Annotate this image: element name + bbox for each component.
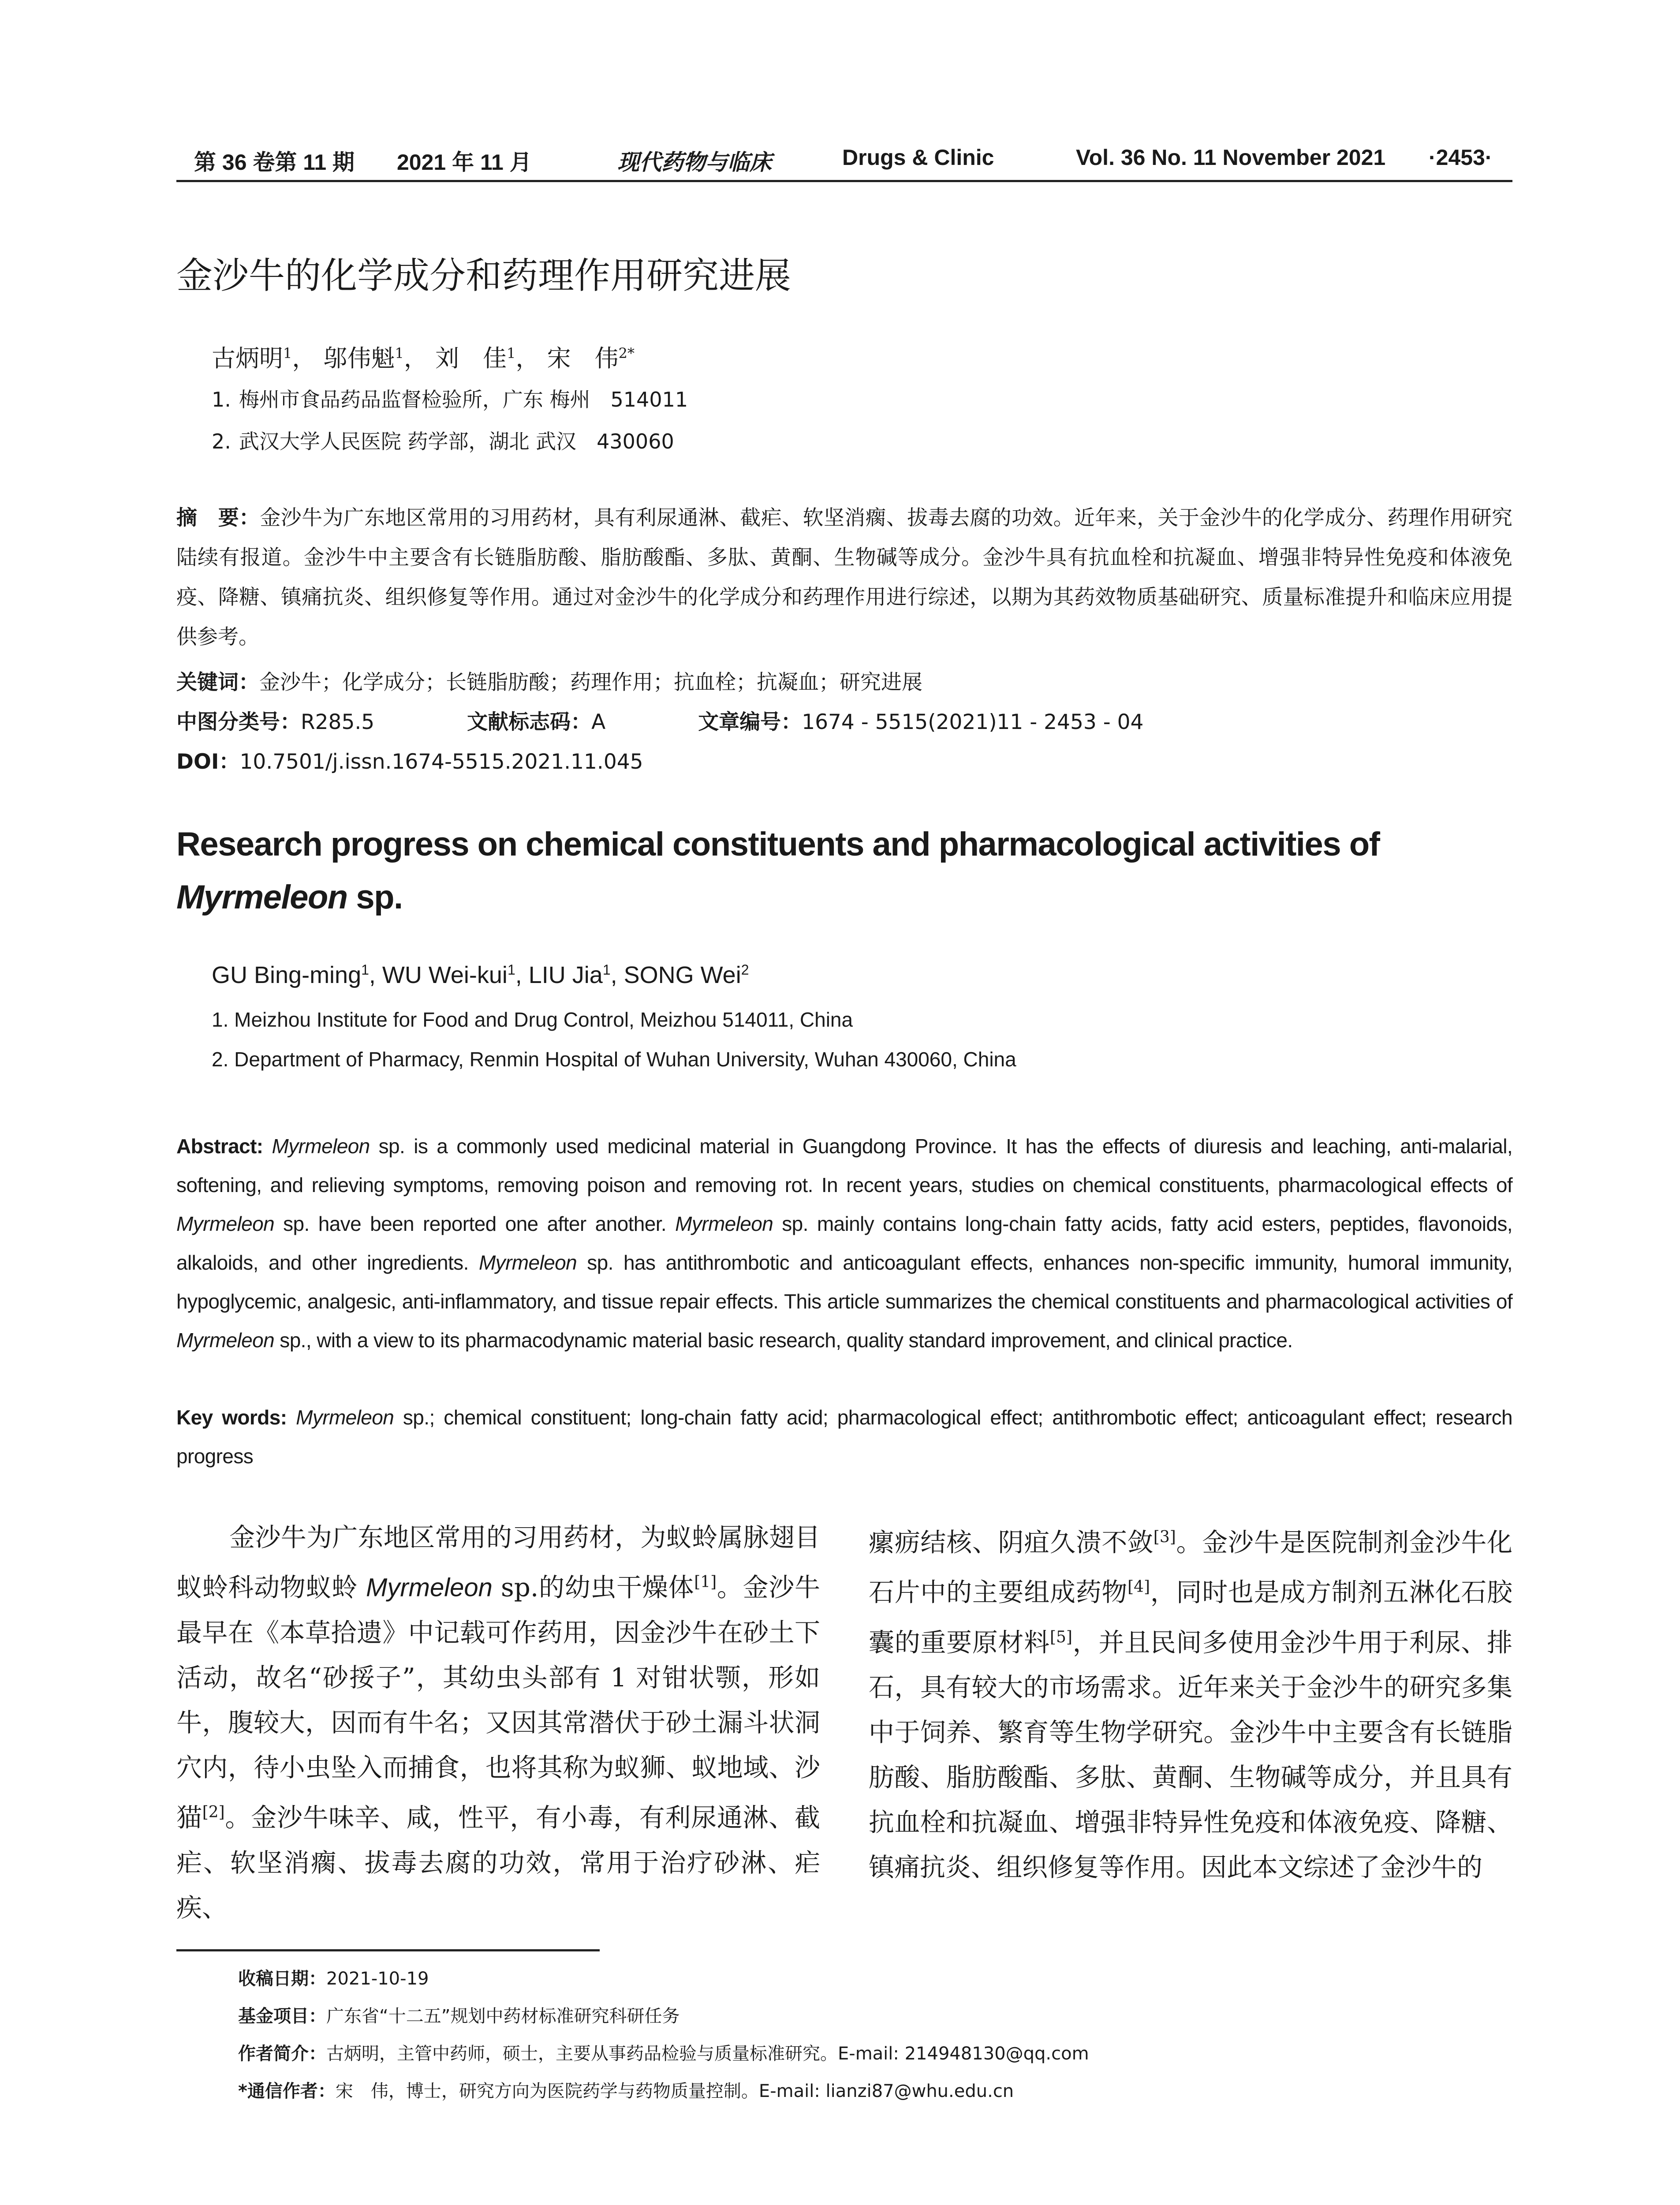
- author-name-en: GU Bing-ming: [212, 962, 362, 988]
- title-en-tail: sp.: [347, 878, 403, 916]
- body-text: ，并且民间多使用金沙牛用于利尿、排石，具有较大的市场需求。近年来关于金沙牛的研究多集中于饲养、繁育等生物学研究。金沙牛中主要含有长链脂肪酸、脂肪酸酯、多肽、黄酮、生物碱等成分，并且具有抗血栓和抗凝血、增强非特异性免疫和体液免疫、降糖、镇痛抗炎、组织修复等作用。因此本文综述了金沙牛的: [869, 1627, 1512, 1882]
- abstract-en-seg: sp., with a view to its pharmacodynamic material basic research, quality standard improvement, and clinical practice.: [274, 1329, 1293, 1352]
- author-name-en: SONG Wei: [623, 962, 741, 988]
- author-sep: ,: [369, 962, 382, 988]
- affil-num: 1.: [212, 388, 231, 411]
- doi-label: DOI：: [176, 750, 240, 774]
- author-name: 刘 佳: [435, 344, 507, 372]
- footnote-label: 基金项目：: [238, 2006, 326, 2026]
- body-text: 。金沙牛最早在《本草拾遗》中记载可作药用，因金沙牛在砂土下活动，故名“砂挼子”，其幼虫头部有 1 对钳状颚，形如牛，腹较大，因而有牛名；又因其常潜伏于砂土漏斗状洞穴内，待小虫坠入而捕食，也将其称为蚁狮、蚁地域、沙猫: [176, 1572, 820, 1833]
- abstract-en: [176, 1127, 1512, 1360]
- doi-value[interactable]: 10.7501/j.issn.1674-5515.2021.11.045: [239, 750, 643, 774]
- author-affil-mark: 1: [602, 962, 611, 978]
- footnote-funding: [238, 2002, 679, 2027]
- author-affil-mark: 1: [283, 345, 292, 362]
- keywords-label-cn: 关键词：: [176, 670, 259, 695]
- footnote-author-bio: [238, 2040, 1089, 2065]
- journal-name-cn: 现代药物与临床: [617, 149, 772, 175]
- title-en-genus: Myrmeleon: [176, 878, 347, 916]
- keywords-text-cn: 金沙牛；化学成分；长链脂肪酸；药理作用；抗血栓；抗凝血；研究进展: [259, 670, 922, 695]
- running-header: [176, 140, 1512, 182]
- affiliation-en-1: 1. Meizhou Institute for Food and Drug Control, Meizhou 514011, China: [212, 1008, 853, 1031]
- affiliation-cn-1: [212, 384, 688, 413]
- genus-italic: Myrmeleon: [478, 1251, 577, 1274]
- citation-ref[interactable]: [3]: [1153, 1528, 1176, 1546]
- footnote-label: 作者简介：: [238, 2044, 326, 2064]
- affil-text: 武汉大学人民医院 药学部，湖北 武汉 430060: [239, 430, 674, 453]
- abstract-en-seg: sp. mainly contains long-chain fatty acids, fatty acid esters, peptides, flavonoids, alkaloids, and other ingredients.: [176, 1212, 1512, 1274]
- volume-issue: 第 36 卷第 11 期: [194, 150, 355, 175]
- body-text: ，同时也是成方制剂五淋化石胶囊的重要原材料: [869, 1577, 1512, 1657]
- author-list-en: [212, 961, 749, 989]
- volume-en: Vol. 36 No. 11 November 2021: [1076, 145, 1386, 170]
- author-affil-mark: 1: [361, 962, 369, 978]
- clc-label: 中图分类号：: [176, 710, 301, 734]
- citation-ref[interactable]: [5]: [1049, 1628, 1072, 1646]
- affil-num: 2.: [212, 430, 231, 453]
- abstract-cn: [176, 498, 1512, 657]
- author-name: 宋 伟: [547, 344, 619, 372]
- citation-ref[interactable]: [4]: [1127, 1578, 1150, 1596]
- doc-code-value: A: [591, 710, 606, 734]
- author-name-en: WU Wei-kui: [382, 962, 508, 988]
- author-sep: ,: [610, 962, 624, 988]
- doi-line: [176, 745, 643, 775]
- author-affil-mark: 1: [395, 345, 404, 362]
- keywords-en: [176, 1398, 1512, 1476]
- body-text: sp.的幼虫干燥体: [492, 1572, 694, 1603]
- footnote-text: 宋 伟，博士，研究方向为医院药学与药物质量控制。E-mail: lianzi87@whu.edu.cn: [335, 2081, 1014, 2101]
- keywords-cn: [176, 666, 922, 695]
- body-text: 金沙牛为广东地区常用的习用药材，为蚁蛉属脉翅目蚁蛉科动物蚁蛉: [176, 1522, 820, 1603]
- author-list-cn: [212, 340, 635, 374]
- journal-name-en: Drugs & Clinic: [842, 145, 994, 170]
- genus-italic: Myrmeleon: [272, 1135, 370, 1158]
- body-text: 。金沙牛是医院制剂金沙牛化石片中的主要组成药物: [869, 1527, 1512, 1607]
- affil-text: 梅州市食品药品监督检验所，广东 梅州 514011: [239, 388, 688, 411]
- footnote-label: *通信作者：: [238, 2081, 336, 2101]
- body-column-right: [869, 1515, 1512, 1890]
- footnote-label: 收稿日期：: [238, 1969, 326, 1989]
- abstract-label-en: Abstract:: [176, 1135, 263, 1158]
- abstract-en-seg: sp. has antithrombotic and anticoagulant effects, enhances non-specific immunity, humoral immunity, hypoglycemic, analgesic, anti-inflammatory, and tissue repair effects. This article summarizes the chemical constituents and pharmacological activities of: [176, 1251, 1512, 1313]
- body-text: 。金沙牛味辛、咸，性平，有小毒，有利尿通淋、截疟、软坚消瘸、拔毒去腐的功效，常用于治疗砂淋、疟疾、: [176, 1802, 820, 1923]
- author-name-en: LIU Jia: [528, 962, 603, 988]
- keywords-label-en: Key words:: [176, 1406, 287, 1429]
- author-name: 古炳明: [212, 344, 283, 372]
- page-number: ·2453·: [1429, 145, 1493, 170]
- body-text: 瘰疬结核、阴疽久溃不敛: [869, 1527, 1154, 1558]
- genus-italic: Myrmeleon: [296, 1406, 394, 1429]
- clc-value: R285.5: [301, 710, 375, 734]
- genus-italic: Myrmeleon: [176, 1329, 275, 1352]
- title-en-main: Research progress on chemical constituents and pharmacological activities of: [176, 826, 1380, 863]
- affiliation-cn-2: [212, 426, 674, 455]
- author-name: 邬伟魁: [323, 344, 395, 372]
- author-affil-mark: 2*: [618, 345, 635, 362]
- abstract-en-seg: sp. is a commonly used medicinal material in Guangdong Province. It has the effects of diuresis and leaching, anti-malarial, softening, and relieving symptoms, removing poison and removing rot. In recent years, studies on chemical constituents, pharmacological effects of: [176, 1135, 1513, 1196]
- article-number-label: 文章编号：: [698, 710, 802, 734]
- abstract-text-cn: 金沙牛为广东地区常用的习用药材，具有利尿通淋、截疟、软坚消瘸、拔毒去腐的功效。近年来，关于金沙牛的化学成分、药理作用研究陆续有报道。金沙牛中主要含有长链脂肪酸、脂肪酸酯、多肽、黄酮、生物碱等成分。金沙牛具有抗血栓和抗凝血、增强非特异性免疫和体液免疫、降糖、镇痛抗炎、组织修复等作用。通过对金沙牛的化学成分和药理作用进行综述，以期为其药效物质基础研究、质量标准提升和临床应用提供参考。: [176, 506, 1513, 649]
- footnote-divider: [176, 1949, 600, 1951]
- author-sep: ，: [292, 344, 316, 372]
- author-affil-mark: 1: [507, 962, 515, 978]
- genus-italic: Myrmeleon: [366, 1573, 493, 1602]
- issue-date: 2021 年 11 月: [397, 150, 532, 175]
- footnote-text: 广东省“十二五”规划中药材标准研究科研任务: [326, 2006, 680, 2026]
- citation-ref[interactable]: [1]: [694, 1573, 717, 1591]
- article-title-en: [176, 818, 1512, 924]
- author-sep: ,: [515, 962, 529, 988]
- abstract-label-cn: 摘 要：: [176, 506, 260, 530]
- article-number-value: 1674 - 5515(2021)11 - 2453 - 04: [802, 710, 1144, 734]
- footnote-corresponding: [238, 2077, 1014, 2102]
- genus-italic: Myrmeleon: [176, 1212, 275, 1235]
- genus-italic: Myrmeleon: [675, 1212, 773, 1235]
- classification-line: [176, 706, 1143, 735]
- author-sep: ，: [403, 344, 428, 372]
- doc-code-label: 文献标志码：: [467, 710, 592, 734]
- footnote-text: 古炳明，主管中药师，硕士，主要从事药品检验与质量标准研究。E-mail: 214948130@qq.com: [326, 2044, 1089, 2064]
- author-affil-mark: 1: [507, 345, 516, 362]
- footnote-received: [238, 1965, 429, 1990]
- abstract-en-seg: sp. have been reported one after another.: [274, 1212, 676, 1235]
- keywords-text-en: sp.; chemical constituent; long-chain fatty acid; pharmacological effect; antithrombotic effect; anticoagulant effect; research progress: [176, 1406, 1512, 1468]
- footnote-text: 2021-10-19: [326, 1969, 429, 1989]
- author-affil-mark: 2: [741, 962, 749, 978]
- article-title-cn: 金沙牛的化学成分和药理作用研究进展: [176, 255, 791, 297]
- author-sep: ，: [515, 344, 540, 372]
- affiliation-en-2: 2. Department of Pharmacy, Renmin Hospital of Wuhan University, Wuhan 430060, China: [212, 1048, 1016, 1071]
- citation-ref[interactable]: [2]: [202, 1803, 225, 1822]
- body-column-left: [176, 1515, 820, 1930]
